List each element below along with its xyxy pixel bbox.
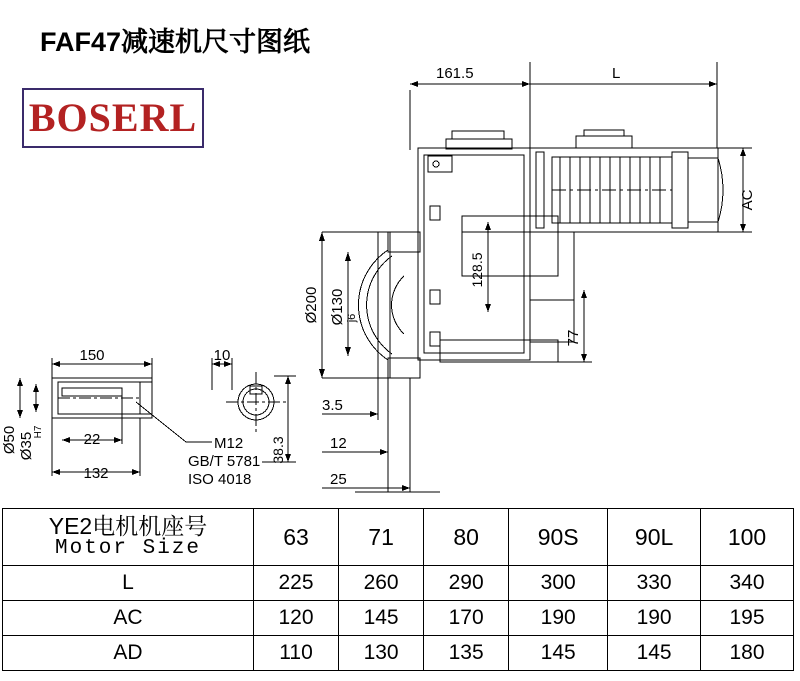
table-row-header	[3, 509, 794, 566]
table-cell: 145	[608, 636, 701, 671]
table-cell: 170	[424, 601, 509, 636]
table-cell: 80	[424, 509, 509, 566]
table-row	[3, 601, 794, 636]
table-cell: 90S	[509, 509, 608, 566]
table-cell: 225	[254, 566, 339, 601]
table-cell: 100	[701, 509, 794, 566]
dim-3-5: 3.5	[322, 397, 343, 414]
table-cell: 300	[509, 566, 608, 601]
table-cell: 90L	[608, 509, 701, 566]
dim-132: 132	[83, 465, 109, 482]
table-cell: 110	[254, 636, 339, 671]
note-m12: M12	[214, 435, 244, 452]
spec-table	[2, 508, 794, 671]
table-cell: 135	[424, 636, 509, 671]
table-cell: 130	[339, 636, 424, 671]
dim-d130-tol: j6	[346, 313, 358, 323]
dim-d130: Ø130	[329, 288, 346, 326]
dim-25: 25	[330, 471, 347, 488]
motor-size-label-en: Motor Size	[54, 537, 202, 561]
page-title: FAF47减速机尺寸图纸	[40, 27, 311, 57]
dim-d35-tol: H7	[33, 425, 44, 439]
dim-12: 12	[330, 435, 347, 452]
dim-L: L	[612, 65, 621, 82]
note-gbt5781: GB/T 5781	[188, 453, 261, 470]
table-cell: 180	[701, 636, 794, 671]
dim-161-5: 161.5	[436, 65, 474, 82]
table-cell: 63	[254, 509, 339, 566]
table-row	[3, 636, 794, 671]
dim-d35: Ø35	[18, 431, 35, 461]
dim-22: 22	[83, 431, 101, 448]
table-cell: 195	[701, 601, 794, 636]
table-row-label: AD	[3, 636, 254, 671]
dim-77: 77	[565, 329, 582, 347]
table-cell: 290	[424, 566, 509, 601]
table-cell: 260	[339, 566, 424, 601]
table-cell: 145	[339, 601, 424, 636]
motor-size-label-cn: YE2电机机座号	[48, 512, 208, 539]
table-cell: 330	[608, 566, 701, 601]
table-cell: 340	[701, 566, 794, 601]
dim-d200: Ø200	[303, 286, 320, 324]
table-cell: 190	[509, 601, 608, 636]
dim-128-5: 128.5	[469, 252, 485, 288]
table-cell: 145	[509, 636, 608, 671]
table-row-label: AC	[3, 601, 254, 636]
dim-150: 150	[79, 347, 105, 364]
table-cell: 71	[339, 509, 424, 566]
dim-AC: AC	[739, 189, 756, 211]
note-iso4018: ISO 4018	[188, 471, 252, 488]
dim-38-3: 38.3	[270, 436, 286, 464]
dim-d50: Ø50	[1, 425, 18, 455]
dim-10: 10	[213, 347, 231, 364]
table-cell: 120	[254, 601, 339, 636]
table-cell: 190	[608, 601, 701, 636]
table-row	[3, 566, 794, 601]
table-row-label: L	[3, 566, 254, 601]
brand-logo-text: BOSERL	[28, 95, 198, 140]
table-cell-motor-size-label	[3, 509, 254, 566]
